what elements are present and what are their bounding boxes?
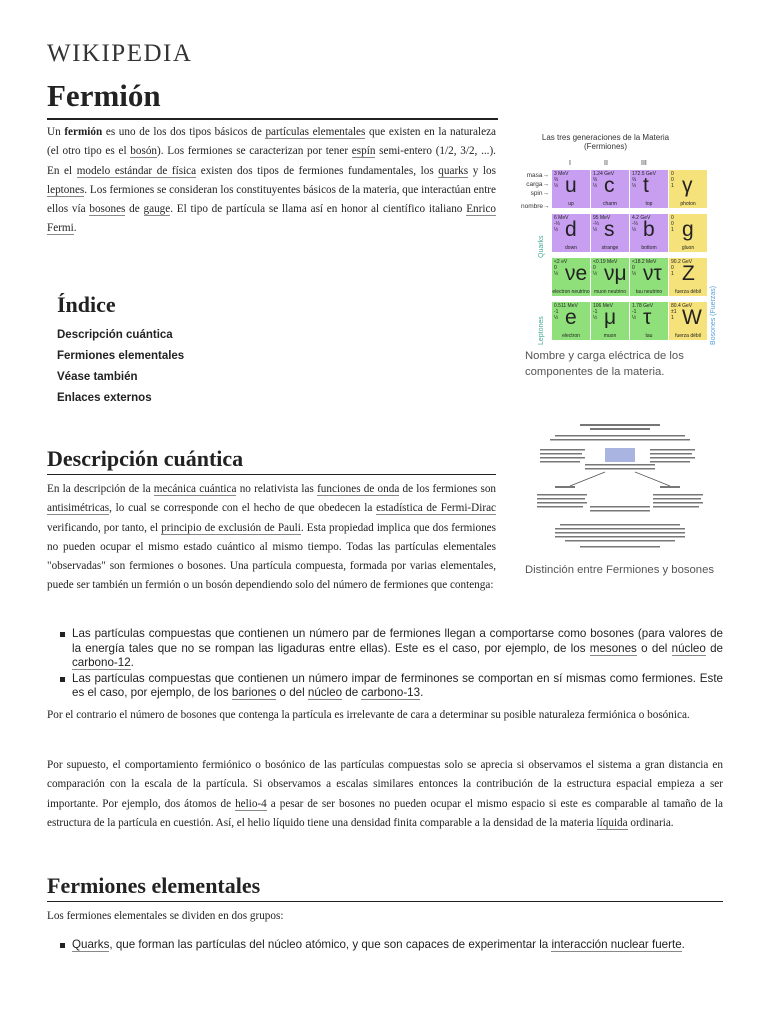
link-funciones-de-onda[interactable]: funciones de onda	[317, 483, 400, 495]
particle-cell-charm	[591, 170, 629, 208]
bosons-side-label: Bosones (Fuerzas)	[710, 285, 717, 345]
particle-nm: electron	[562, 333, 580, 339]
link-modelo-estandar[interactable]: modelo estándar de física	[76, 164, 197, 177]
particle-m: <2 eV	[554, 259, 568, 265]
particle-q: ±1	[671, 309, 677, 315]
link-estadistica-fermi-dirac[interactable]: estadística de Fermi-Dirac	[376, 502, 496, 515]
particle-nm: muon	[603, 333, 617, 339]
particle-m: 0	[671, 171, 674, 177]
particle-sym: μ	[604, 306, 617, 329]
particle-m: 90.2 GeV	[671, 259, 693, 265]
particle-cell-bottom	[630, 214, 668, 252]
particle-m: 3 MeV	[554, 171, 569, 177]
link-nucleo[interactable]: núcleo	[671, 641, 706, 655]
link-bariones[interactable]: bariones	[231, 686, 277, 699]
toc-item-vease[interactable]: Véase también	[57, 371, 138, 383]
list-item: Las partículas compuestas que contienen un número par de fermiones llegan a comportarse como bosones (para valores de la energía tales que no se rompan las ligaduras entre ellas). Este es el caso, por ejemplo, de los mesones o del núcleo de carbono-12.	[58, 627, 723, 671]
particle-sym: d	[565, 218, 577, 241]
particle-sym: Z	[682, 262, 695, 285]
particle-s: 1	[671, 183, 674, 189]
link-principio-pauli[interactable]: principio de exclusión de Pauli	[161, 521, 301, 534]
particle-nm: gluon	[681, 245, 695, 251]
particle-sym: b	[643, 218, 655, 241]
particle-sym: c	[604, 174, 615, 197]
link-antisimetricas[interactable]: antisimétricas	[47, 502, 110, 515]
particle-grid[interactable]	[552, 170, 722, 346]
elementary-list	[58, 938, 723, 954]
particle-q: 0	[593, 265, 596, 271]
particle-sym: γ	[682, 174, 693, 197]
particle-cell-gluon	[669, 214, 707, 252]
link-boson[interactable]: bosón	[130, 145, 158, 158]
particle-sym: s	[604, 218, 615, 241]
particle-m: 4.2 GeV	[632, 215, 651, 221]
fig1-title: Las tres generaciones de la Materia (Fermiones)	[541, 133, 670, 151]
gen-label-2: II	[604, 160, 608, 167]
toc-item-descripcion[interactable]: Descripción cuántica	[57, 329, 173, 341]
particle-s: ½	[554, 183, 559, 189]
toc-item-enlaces[interactable]: Enlaces externos	[57, 392, 152, 404]
particle-cell-up	[552, 170, 590, 208]
particle-q: ⅔	[632, 177, 637, 183]
fermion-boson-diagram[interactable]	[535, 424, 705, 554]
particle-cell-electron	[552, 302, 590, 340]
link-quarks[interactable]: quarks	[438, 164, 469, 177]
particle-cell-photon	[669, 170, 707, 208]
label-carga: carga→	[526, 181, 549, 188]
particle-m: <18.2 MeV	[632, 259, 657, 265]
sec2-paragraph-1: Los fermiones elementales se dividen en dos grupos:	[47, 910, 284, 922]
particle-s: ½	[593, 271, 598, 277]
particle-s: 1	[671, 271, 674, 277]
particle-m: 95 MeV	[593, 215, 611, 221]
particle-q: ⅔	[593, 177, 598, 183]
page-title: Fermión	[47, 78, 498, 120]
link-mecanica-cuantica[interactable]: mecánica cuántica	[153, 483, 237, 495]
particle-q: -⅓	[593, 221, 599, 227]
particle-s: ½	[632, 271, 637, 277]
fig1-caption: Nombre y carga eléctrica de los componentes de la materia.	[525, 350, 684, 378]
particle-nm: photon	[680, 201, 696, 207]
particle-nm: charm	[603, 201, 617, 207]
toc-title: Índice	[57, 292, 116, 317]
particle-sym: νμ	[604, 262, 627, 285]
link-nucleo[interactable]: núcleo	[307, 686, 343, 699]
particle-nm: tau neutrino	[635, 289, 663, 295]
link-carbono-13[interactable]: carbono-13	[361, 686, 421, 699]
particle-sym: W	[682, 306, 702, 329]
heading-fermiones-elementales: Fermiones elementales	[47, 872, 723, 902]
leptons-side-label: Leptones	[538, 316, 545, 345]
particle-q: 0	[554, 265, 557, 271]
gen-label-3: III	[641, 160, 647, 167]
intro-paragraph: Un fermión es uno de los dos tipos básicos de partículas elementales que existen en la naturaleza (el otro tipo es el bosón). Los fermiones se caracterizan por tener espín semi-entero (1/2, 3/2, ...). En el modelo estándar de física existen dos tipos de fermiones fundamentales, los quarks y los leptones. Los fermiones se consideran los constituyentes básicos de la materia, que interactúan entre ellos vía bosones de gauge. El tipo de partícula se llama así en honor al científico italiano Enrico Fermi.	[47, 126, 497, 235]
particle-nm: up	[568, 201, 574, 207]
particle-m: 1.24 GeV	[593, 171, 615, 177]
particle-sym: u	[565, 174, 577, 197]
particle-cell-electron-neutrino	[552, 258, 590, 296]
label-masa: masa→	[526, 172, 549, 179]
particle-q: 0	[632, 265, 635, 271]
particle-s: ½	[593, 227, 598, 233]
link-quarks-2[interactable]: Quarks	[72, 938, 110, 951]
particle-nm: strange	[601, 245, 619, 251]
particle-nm: down	[565, 245, 577, 251]
particle-sym: e	[565, 306, 577, 329]
particle-s: ½	[554, 271, 559, 277]
particle-nm: muon neutrino	[594, 289, 626, 295]
link-enrico-fermi[interactable]: Enrico Fermi	[47, 203, 497, 235]
particle-m: 0.511 MeV	[554, 303, 578, 309]
link-leptones[interactable]: leptones	[47, 183, 85, 196]
quarks-side-label: Quarks	[538, 235, 545, 258]
particle-q: -1	[593, 309, 598, 315]
composite-list	[58, 627, 723, 702]
particle-cell-fuerza-débil	[669, 258, 707, 296]
particle-nm: electron neutrino	[552, 289, 590, 295]
particle-cell-tau	[630, 302, 668, 340]
sec1-paragraph-2: Por el contrario el número de bosones que contenga la partícula es irrelevante de cara a determinar su posible naturaleza fermiónica o bosónica.	[47, 709, 690, 721]
wikipedia-logo[interactable]: WIKIPEDIA	[47, 40, 193, 67]
particle-sym: ντ	[643, 262, 662, 285]
particle-q: 0	[671, 221, 674, 227]
particle-s: 1	[671, 227, 674, 233]
particle-cell-fuerza-débil	[669, 302, 707, 340]
particle-q: -1	[632, 309, 637, 315]
link-helio-4[interactable]: helio-4	[235, 797, 267, 810]
particle-nm: fuerza débil	[675, 289, 701, 295]
particle-nm: bottom	[641, 245, 657, 251]
particle-s: ½	[632, 183, 637, 189]
particle-cell-muon	[591, 302, 629, 340]
label-nombre: nombre→	[521, 203, 550, 210]
link-particulas-elementales[interactable]: partículas elementales	[265, 126, 366, 138]
particle-cell-muon-neutrino	[591, 258, 629, 296]
link-gauge[interactable]: gauge	[143, 203, 171, 216]
particle-q: 0	[671, 265, 674, 271]
sec1-paragraph-3: Por supuesto, el comportamiento fermiónico o bosónico de las partículas compuestas solo se aprecia si observamos el sistema a gran distancia en comparación con la escala de la partícula. Si observamos a escalas similares entonces la contribución de la estructura espacial empieza a ser importante. Por ejemplo, dos átomos de helio-4 a pesar de ser bosones no pueden ocupar el mismo espacio si este es comparable al tamaño de la estructura de la partícula en cuestión. Así, el helio líquido tiene una densidad finita comparable a la densidad de la materia líquida ordinaria.	[47, 759, 723, 829]
fig2-caption: Distinción entre Fermiones y bosones	[525, 564, 714, 576]
particle-cell-strange	[591, 214, 629, 252]
link-liquida[interactable]: líquida	[596, 816, 628, 829]
particle-cell-down	[552, 214, 590, 252]
sec1-paragraph-1: En la descripción de la mecánica cuántica no relativista las funciones de onda de los fermiones son antisimétricas, lo cual se corresponde con el hecho de que obedecen la estadística de Fermi-Dirac verificando, por tanto, el principio de exclusión de Pauli. Esta propiedad implica que dos fermiones no pueden ocupar el mismo estado cuántico al mismo tiempo. Todas las partículas elementales "observadas" son fermiones o bosones. Una partícula compuesta, formada por varias elementales, puede ser también un fermión o un bosón dependiendo solo del número de fermiones que contenga:	[47, 483, 497, 592]
particle-sym: g	[682, 218, 694, 241]
list-item: Quarks, que forman las partículas del núcleo atómico, y que son capaces de experimentar la interacción nuclear fuerte.	[58, 938, 723, 953]
link-mesones[interactable]: mesones	[589, 641, 637, 655]
particle-q: -1	[554, 309, 559, 315]
particle-s: ½	[593, 183, 598, 189]
toc-item-fermiones[interactable]: Fermiones elementales	[57, 350, 185, 362]
particle-nm: fuerza débil	[675, 333, 701, 339]
particle-m: <0.19 MeV	[593, 259, 618, 265]
particle-sym: t	[643, 174, 649, 197]
particle-q: 0	[671, 177, 674, 183]
toc-list	[57, 327, 184, 411]
term-fermion: fermión	[64, 126, 103, 138]
particle-q: -⅓	[554, 221, 560, 227]
particle-q: -⅓	[632, 221, 638, 227]
particle-sym: τ	[643, 306, 652, 329]
particle-nm: tau	[645, 333, 653, 339]
particle-m: 106 MeV	[593, 303, 614, 309]
particle-m: 80.4 GeV	[671, 303, 693, 309]
gen-label-1: I	[569, 160, 571, 167]
particle-s: 1	[671, 315, 674, 321]
list-item: Las partículas compuestas que contienen un número impar de ferminones se comportan en sí mismas como fermiones. Este es el caso, por ejemplo, de los bariones o del núcleo de carbono-13.	[58, 672, 723, 701]
particle-s: ½	[632, 227, 637, 233]
particle-m: 6 MeV	[554, 215, 569, 221]
particle-s: ½	[632, 315, 637, 321]
particle-cell-top	[630, 170, 668, 208]
link-espin[interactable]: espín	[351, 145, 376, 158]
particle-m: 0	[671, 215, 674, 221]
label-spin: spin→	[530, 190, 549, 197]
particle-m: 1.78 GeV	[632, 303, 654, 309]
link-bosones[interactable]: bosones	[89, 203, 126, 216]
particle-s: ½	[593, 315, 598, 321]
particle-cell-tau-neutrino	[630, 258, 668, 296]
particle-s: ½	[554, 315, 559, 321]
link-interaccion-nuclear-fuerte[interactable]: interacción nuclear fuerte	[551, 938, 682, 951]
particle-m: 172.5 GeV	[632, 171, 656, 177]
particle-s: ½	[554, 227, 559, 233]
heading-descripcion-cuantica: Descripción cuántica	[47, 445, 496, 475]
link-carbono-12[interactable]: carbono-12	[72, 656, 131, 669]
particle-q: ⅔	[554, 177, 559, 183]
particle-sym: νe	[565, 262, 588, 285]
particle-nm: top	[645, 201, 653, 207]
